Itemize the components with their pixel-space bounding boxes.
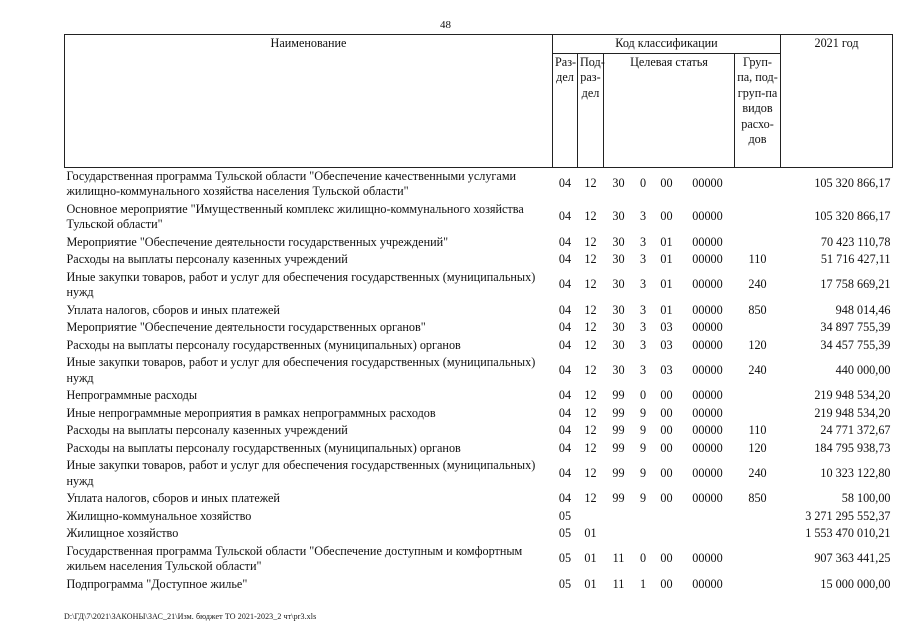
cell-c1: 30 [612, 362, 625, 377]
table-row [65, 319, 893, 337]
cell-amount: 10 323 122,80 [820, 465, 891, 480]
cell-c3: 03 [660, 320, 673, 334]
cell-vr: 110 [748, 252, 767, 266]
cell-pr: 12 [584, 209, 597, 224]
cell-c4: 00000 [692, 320, 723, 334]
cell-rz: 04 [558, 388, 572, 402]
cell-rz: 04 [558, 234, 572, 249]
cell-c1 [604, 508, 634, 526]
cell-c2: 0 [639, 176, 647, 191]
cell-c2 [634, 508, 653, 526]
cell-name: Иные закупки товаров, работ и услуг для обеспечения государственных (муниципальных) нужд [66, 458, 536, 488]
cell-c2: 0 [639, 388, 647, 402]
table-row [65, 576, 893, 594]
cell-c3: 00 [660, 388, 673, 402]
cell-vr: 120 [748, 337, 767, 352]
cell-c3: 01 [660, 277, 673, 292]
cell-amount: 15 000 000,00 [820, 576, 891, 591]
table-row [65, 234, 893, 252]
cell-name: Уплата налогов, сборов и иных платежей [66, 302, 280, 317]
cell-pr: 01 [584, 576, 597, 591]
cell-c3: 00 [660, 551, 673, 566]
cell-c4: 00000 [692, 176, 723, 191]
cell-c3: 00 [660, 465, 673, 480]
cell-pr: 12 [584, 176, 597, 191]
cell-rz: 04 [558, 491, 572, 505]
cell-rz: 04 [558, 337, 572, 352]
cell-c2: 3 [639, 252, 647, 266]
cell-c2: 3 [639, 362, 647, 377]
cell-rz: 05 [558, 508, 572, 523]
cell-pr: 01 [584, 526, 597, 540]
cell-c3: 00 [660, 405, 673, 420]
cell-c2: 3 [639, 302, 647, 317]
cell-vr: 240 [748, 362, 767, 377]
cell-amount: 105 320 866,17 [814, 176, 891, 191]
cell-c1: 99 [612, 440, 625, 455]
cell-rz: 04 [558, 320, 572, 334]
cell-pr: 12 [584, 277, 597, 292]
cell-rz: 04 [558, 465, 572, 480]
cell-amount: 948 014,46 [835, 302, 891, 317]
cell-c2: 9 [639, 405, 647, 420]
cell-amount: 3 271 295 552,37 [805, 508, 891, 523]
cell-amount: 907 363 441,25 [814, 551, 891, 566]
header-year: 2021 год [781, 35, 893, 168]
cell-pr: 12 [584, 252, 597, 266]
cell-vr [735, 167, 781, 201]
cell-name: Расходы на выплаты персоналу казенных учреждений [66, 252, 348, 266]
cell-c2: 3 [639, 209, 647, 224]
cell-c1: 30 [612, 176, 625, 191]
cell-amount: 34 897 755,39 [820, 320, 891, 334]
cell-vr [735, 387, 781, 405]
cell-rz: 04 [558, 423, 572, 437]
cell-c4: 00000 [692, 405, 723, 420]
cell-pr [578, 508, 604, 526]
cell-name: Государственная программа Тульской области "Обеспечение доступным и комфортным жильем населения Тульской области" [66, 543, 523, 573]
cell-c2: 3 [639, 337, 647, 352]
page-number: 48 [440, 19, 451, 31]
cell-name: Иные закупки товаров, работ и услуг для обеспечения государственных (муниципальных) нужд [66, 269, 536, 299]
cell-name: Расходы на выплаты персоналу казенных учреждений [66, 423, 348, 437]
cell-rz: 05 [558, 551, 572, 566]
cell-c3 [653, 525, 681, 543]
cell-c4 [681, 508, 735, 526]
cell-c3: 03 [660, 362, 673, 377]
cell-c2: 9 [639, 423, 647, 437]
cell-pr: 12 [584, 302, 597, 317]
cell-c3: 01 [660, 302, 673, 317]
cell-c2: 9 [639, 465, 647, 480]
cell-c4: 00000 [692, 209, 723, 224]
cell-name: Расходы на выплаты персоналу государственных (муниципальных) органов [66, 337, 461, 352]
cell-rz: 05 [558, 576, 572, 591]
cell-rz: 05 [558, 526, 572, 540]
cell-c3: 00 [660, 423, 673, 437]
table-header [65, 35, 893, 168]
cell-c2: 3 [639, 277, 647, 292]
cell-c4: 00000 [692, 302, 723, 317]
table-row [65, 525, 893, 543]
cell-c1: 30 [612, 302, 625, 317]
cell-c4: 00000 [692, 337, 723, 352]
table-row [65, 302, 893, 320]
cell-vr [735, 508, 781, 526]
cell-c3: 00 [660, 491, 673, 505]
cell-c1 [604, 525, 634, 543]
cell-c2: 1 [639, 576, 647, 591]
cell-amount: 105 320 866,17 [814, 209, 891, 224]
cell-c2: 3 [639, 234, 647, 249]
cell-vr [735, 201, 781, 234]
cell-vr [735, 405, 781, 423]
cell-name: Мероприятие "Обеспечение деятельности государственных органов" [66, 320, 426, 334]
cell-vr: 110 [748, 423, 767, 437]
cell-pr: 01 [584, 551, 597, 566]
table-row [65, 490, 893, 508]
cell-vr: 850 [748, 491, 767, 505]
cell-c1: 30 [612, 277, 625, 292]
budget-table [64, 34, 893, 593]
cell-c1: 30 [612, 234, 625, 249]
table-row [65, 405, 893, 423]
cell-name: Основное мероприятие "Имущественный комплекс жилищно-коммунального хозяйства Тульской области" [66, 201, 524, 231]
cell-c3: 00 [660, 209, 673, 224]
table-row [65, 457, 893, 490]
cell-vr [735, 525, 781, 543]
cell-c1: 30 [612, 320, 625, 334]
cell-rz: 04 [558, 209, 572, 224]
cell-amount: 17 758 669,21 [820, 277, 891, 292]
header-razdel: Раз-дел [553, 53, 578, 167]
table-row [65, 167, 893, 201]
table-row [65, 440, 893, 458]
cell-c1: 99 [612, 491, 625, 505]
cell-c3: 01 [660, 252, 673, 266]
cell-amount: 24 771 372,67 [820, 423, 891, 437]
cell-c4: 00000 [692, 388, 723, 402]
cell-c4: 00000 [692, 576, 723, 591]
cell-vr [735, 234, 781, 252]
cell-amount: 184 795 938,73 [814, 440, 891, 455]
cell-name: Жилищно-коммунальное хозяйство [66, 508, 252, 523]
cell-c3 [653, 508, 681, 526]
cell-name: Иные непрограммные мероприятия в рамках непрограммных расходов [66, 405, 436, 420]
cell-rz: 04 [558, 440, 572, 455]
table-row [65, 354, 893, 387]
header-name: Наименование [65, 35, 553, 168]
cell-amount: 1 553 470 010,21 [805, 526, 891, 540]
cell-amount: 51 716 427,11 [820, 252, 891, 266]
cell-name: Жилищное хозяйство [66, 526, 179, 540]
file-path-footer: D:\ГД\7\2021\ЗАКОНЫ\ЗАС_21\Изм. бюджет ТО 2021-2023_2 чт\pr3.xls [64, 612, 317, 621]
header-code-group: Код классификации [553, 35, 781, 54]
cell-vr [735, 543, 781, 576]
table-row [65, 387, 893, 405]
cell-name: Подпрограмма "Доступное жилье" [66, 576, 248, 591]
cell-c4: 00000 [692, 423, 723, 437]
table-body [65, 167, 893, 593]
header-vid: Груп-па, под-груп-па видов расхо-дов [735, 53, 781, 167]
cell-name: Государственная программа Тульской области "Обеспечение качественными услугами жилищно-коммунального хозяйства населения Тульской области" [66, 168, 517, 198]
cell-c1: 99 [612, 405, 625, 420]
cell-rz: 04 [558, 252, 572, 266]
cell-pr: 12 [584, 423, 597, 437]
cell-rz: 04 [558, 176, 572, 191]
cell-c1: 30 [612, 252, 625, 266]
cell-rz: 04 [558, 405, 572, 420]
table-row [65, 269, 893, 302]
cell-vr: 120 [748, 440, 767, 455]
cell-vr [735, 576, 781, 594]
cell-c1: 99 [612, 465, 625, 480]
cell-pr: 12 [584, 320, 597, 334]
cell-c4 [681, 525, 735, 543]
cell-pr: 12 [584, 405, 597, 420]
cell-rz: 04 [558, 362, 572, 377]
cell-rz: 04 [558, 277, 572, 292]
cell-c4: 00000 [692, 465, 723, 480]
cell-pr: 12 [584, 440, 597, 455]
cell-c1: 99 [612, 423, 625, 437]
cell-c3: 00 [660, 176, 673, 191]
cell-c1: 11 [612, 576, 625, 591]
cell-name: Мероприятие "Обеспечение деятельности государственных учреждений" [66, 234, 449, 249]
table-row [65, 201, 893, 234]
cell-vr [735, 319, 781, 337]
cell-c3: 01 [660, 234, 673, 249]
cell-c1: 11 [612, 551, 625, 566]
table-row [65, 337, 893, 355]
cell-c4: 00000 [692, 491, 723, 505]
cell-rz: 04 [558, 302, 572, 317]
cell-c4: 00000 [692, 440, 723, 455]
cell-c2 [634, 525, 653, 543]
cell-c1: 99 [612, 388, 625, 402]
header-podrazdel: Под-раз-дел [578, 53, 604, 167]
cell-vr: 850 [748, 302, 767, 317]
cell-name: Непрограммные расходы [66, 388, 198, 402]
cell-pr: 12 [584, 388, 597, 402]
cell-amount: 440 000,00 [835, 362, 891, 377]
cell-c2: 9 [639, 491, 647, 505]
table-row [65, 543, 893, 576]
cell-c4: 00000 [692, 252, 723, 266]
table-row [65, 422, 893, 440]
cell-c4: 00000 [692, 277, 723, 292]
table-row [65, 508, 893, 526]
cell-name: Уплата налогов, сборов и иных платежей [66, 491, 280, 505]
cell-c4: 00000 [692, 362, 723, 377]
header-celevaya: Целевая статья [604, 53, 735, 167]
cell-vr: 240 [748, 465, 767, 480]
cell-c3: 00 [660, 440, 673, 455]
cell-pr: 12 [584, 337, 597, 352]
cell-c2: 0 [639, 551, 647, 566]
cell-vr: 240 [748, 277, 767, 292]
cell-amount: 219 948 534,20 [814, 388, 891, 402]
cell-amount: 34 457 755,39 [820, 337, 891, 352]
cell-pr: 12 [584, 465, 597, 480]
cell-c3: 00 [660, 576, 673, 591]
cell-name: Расходы на выплаты персоналу государственных (муниципальных) органов [66, 440, 461, 455]
cell-amount: 58 100,00 [841, 491, 891, 505]
cell-c2: 9 [639, 440, 647, 455]
cell-amount: 219 948 534,20 [814, 405, 891, 420]
cell-pr: 12 [584, 362, 597, 377]
cell-pr: 12 [584, 491, 597, 505]
cell-c4: 00000 [692, 551, 723, 566]
cell-c1: 30 [612, 337, 625, 352]
table-row [65, 251, 893, 269]
cell-name: Иные закупки товаров, работ и услуг для обеспечения государственных (муниципальных) нужд [66, 355, 536, 385]
cell-c2: 3 [639, 320, 647, 334]
cell-c4: 00000 [692, 234, 723, 249]
cell-c1: 30 [612, 209, 625, 224]
cell-pr: 12 [584, 234, 597, 249]
cell-amount: 70 423 110,78 [820, 234, 891, 249]
cell-c3: 03 [660, 337, 673, 352]
